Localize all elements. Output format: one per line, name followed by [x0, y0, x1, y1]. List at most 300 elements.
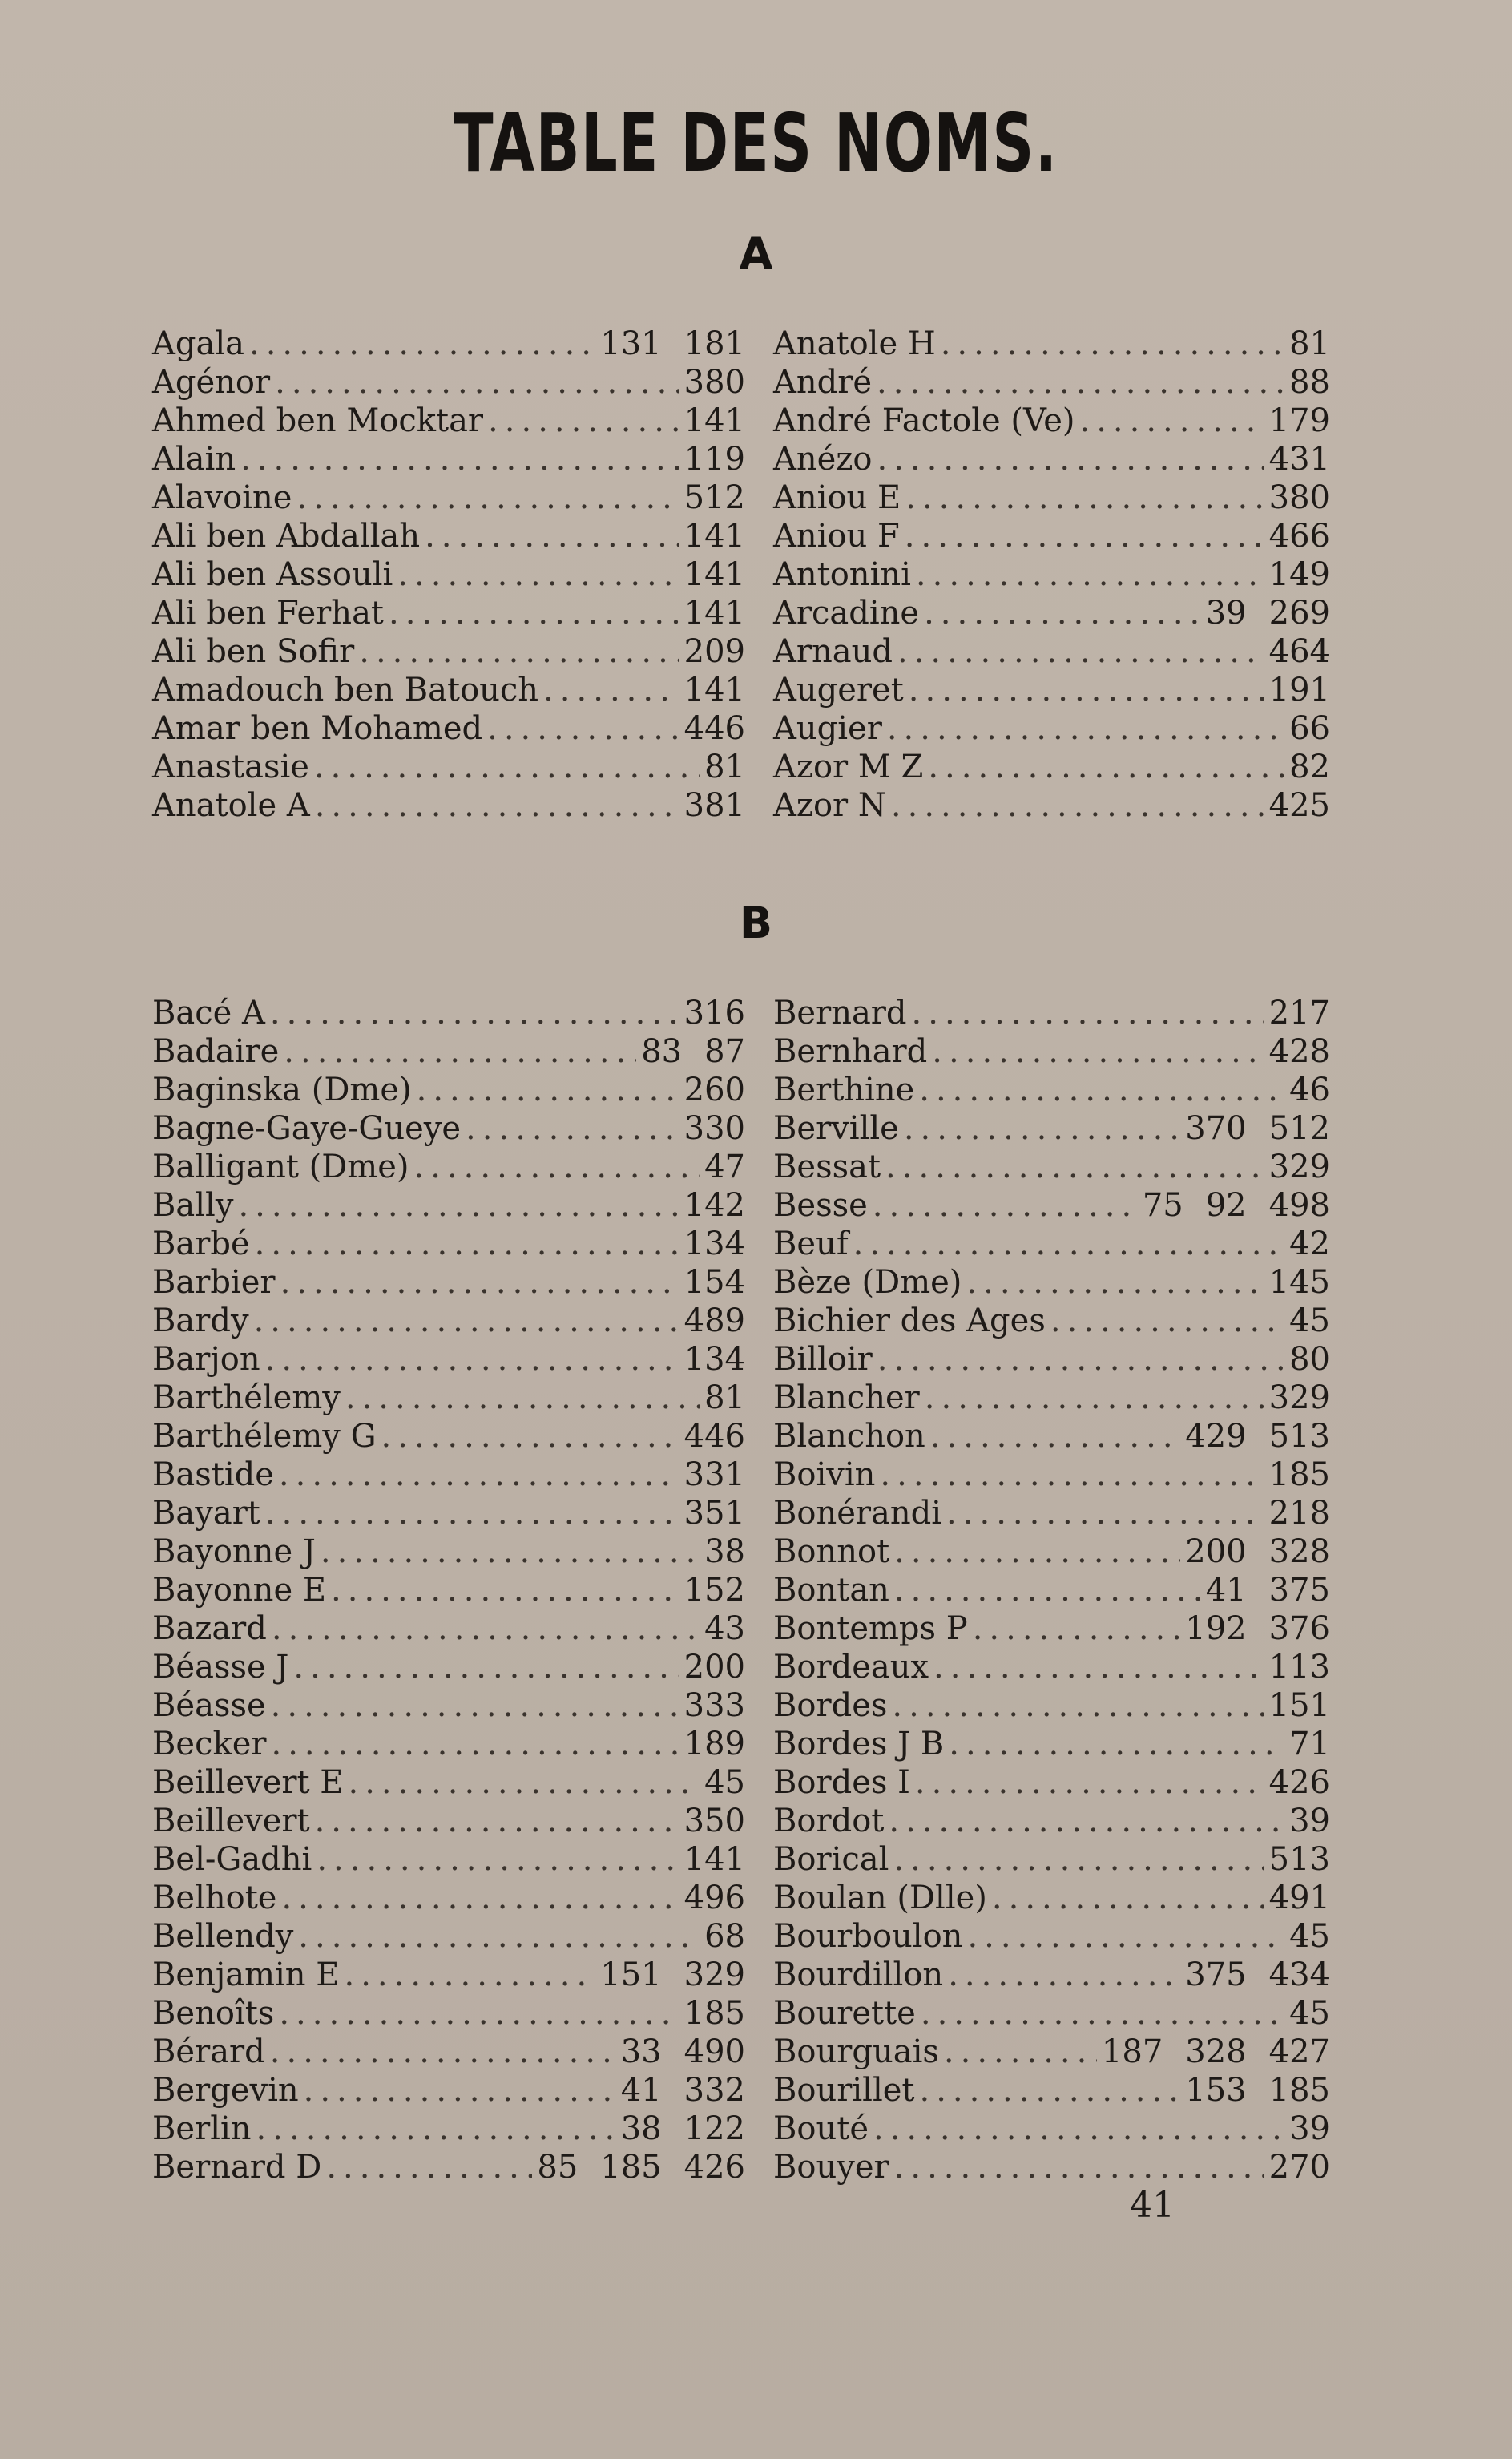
entry-pages — [1289, 1994, 1330, 2033]
page-reference: 200 — [683, 1649, 745, 1686]
dot-leader — [912, 994, 1264, 1032]
dot-leader — [417, 1071, 679, 1109]
dot-leader — [270, 2033, 616, 2071]
index-entry — [152, 1071, 745, 1109]
dot-leader — [272, 1609, 700, 1648]
entry-name: Ahmed ben Mocktar — [152, 402, 484, 439]
dot-leader — [853, 1225, 1284, 1263]
entry-pages — [704, 1609, 745, 1648]
entry-name: Azor M Z — [773, 749, 924, 785]
page-reference: 38 — [620, 2110, 662, 2147]
entry-name: Aniou E — [773, 479, 901, 516]
entry-pages — [684, 1840, 745, 1879]
entry-name: Anatole A — [152, 787, 310, 824]
entry-pages — [1185, 2071, 1330, 2110]
index-entry — [152, 1186, 745, 1225]
page-reference: 491 — [1268, 1880, 1330, 1916]
entry-pages — [684, 1456, 745, 1494]
page-reference: 134 — [683, 1341, 745, 1378]
entry-name: Anézo — [773, 441, 873, 478]
entry-name: Barbier — [152, 1264, 276, 1301]
entry-name: Barthélemy G — [152, 1418, 377, 1455]
entry-pages — [684, 709, 745, 748]
page-reference: 380 — [683, 364, 745, 401]
entry-name: Bouté — [773, 2110, 869, 2147]
entry-pages — [537, 2148, 745, 2186]
page-reference: 370 — [1185, 1110, 1247, 1147]
page-reference: 46 — [1289, 1072, 1330, 1108]
entry-name: Ali ben Assouli — [152, 556, 393, 593]
entry-name: Azor N — [773, 787, 886, 824]
dot-leader — [397, 555, 679, 594]
dot-leader — [893, 1840, 1264, 1879]
index-entry — [152, 325, 745, 363]
dot-leader — [973, 1609, 1181, 1648]
entry-pages — [1206, 594, 1330, 632]
dot-leader — [293, 1648, 679, 1686]
index-entry — [152, 1917, 745, 1956]
index-entry — [773, 1225, 1330, 1263]
index-entry — [152, 440, 745, 478]
entry-name: Benoîts — [152, 1995, 275, 2032]
page-reference: 191 — [1268, 672, 1330, 709]
dot-leader — [894, 1532, 1180, 1571]
entry-pages — [1269, 1686, 1330, 1725]
index-entry — [152, 2148, 745, 2186]
entry-pages — [1185, 1956, 1330, 1994]
entry-pages — [684, 478, 745, 517]
page-reference: 151 — [1268, 1687, 1330, 1724]
dot-leader — [873, 2110, 1284, 2148]
index-column-a-left — [152, 325, 745, 825]
entry-name: Beillevert — [152, 1803, 310, 1839]
entry-name: Bèze (Dme) — [773, 1264, 962, 1301]
index-entry — [773, 363, 1330, 402]
dot-leader — [892, 1686, 1264, 1725]
page-reference: 464 — [1268, 633, 1330, 670]
entry-pages — [684, 1263, 745, 1302]
entry-name: Barbé — [152, 1225, 250, 1262]
index-entry — [152, 1417, 745, 1456]
dot-leader — [1079, 402, 1264, 440]
page-reference: 381 — [683, 787, 745, 824]
entry-name: Bordot — [773, 1803, 885, 1839]
entry-pages — [1269, 440, 1330, 478]
page-reference: 350 — [683, 1803, 745, 1839]
index-entry — [152, 1379, 745, 1417]
section-letter-b: B — [739, 898, 773, 948]
entry-name: Alain — [152, 441, 236, 478]
dot-leader — [275, 363, 679, 402]
index-column-b-right — [773, 994, 1330, 2186]
page-reference: 141 — [683, 402, 745, 439]
index-entry — [152, 1032, 745, 1071]
page-reference: 38 — [704, 1533, 745, 1570]
index-entry — [152, 994, 745, 1032]
entry-pages — [1185, 1609, 1330, 1648]
index-entry — [773, 1532, 1330, 1571]
page-reference: 329 — [1268, 1149, 1330, 1185]
index-entry — [152, 2071, 745, 2110]
page-reference: 179 — [1268, 402, 1330, 439]
entry-pages — [684, 1686, 745, 1725]
entry-pages — [684, 632, 745, 671]
page-reference: 426 — [1268, 1764, 1330, 1801]
dot-leader — [887, 709, 1284, 748]
page-reference: 45 — [1289, 1995, 1330, 2032]
page-reference: 446 — [683, 1418, 745, 1455]
index-entry — [773, 1417, 1330, 1456]
dot-leader — [349, 1763, 700, 1802]
dot-leader — [930, 1417, 1180, 1456]
page-reference: 217 — [1268, 995, 1330, 1032]
entry-pages — [1269, 1763, 1330, 1802]
dot-leader — [298, 1917, 700, 1956]
index-entry — [773, 1994, 1330, 2033]
dot-leader — [249, 325, 595, 363]
index-entry — [773, 1263, 1330, 1302]
entry-name: Ali ben Ferhat — [152, 595, 384, 632]
page-reference: 39 — [1289, 2110, 1330, 2147]
page-reference: 87 — [704, 1033, 745, 1070]
page-reference: 189 — [683, 1726, 745, 1762]
page-reference: 81 — [1289, 325, 1330, 362]
entry-pages — [684, 1302, 745, 1340]
index-entry — [773, 1302, 1330, 1340]
entry-pages — [684, 1494, 745, 1532]
entry-pages — [600, 325, 745, 363]
page-reference: 490 — [683, 2033, 745, 2070]
index-entry — [152, 1109, 745, 1148]
index-column-b-left — [152, 994, 745, 2186]
dot-leader — [466, 1109, 679, 1148]
entry-pages — [684, 1340, 745, 1379]
dot-leader — [992, 1879, 1264, 1917]
dot-leader — [915, 1763, 1264, 1802]
page-reference: 142 — [683, 1187, 745, 1224]
page-reference: 446 — [683, 710, 745, 747]
page-reference: 141 — [683, 595, 745, 632]
entry-name: Bordes — [773, 1687, 888, 1724]
index-entry — [773, 709, 1330, 748]
index-entry — [773, 2071, 1330, 2110]
entry-name: Beillevert E — [152, 1764, 344, 1801]
index-entry — [152, 709, 745, 748]
index-entry — [773, 1879, 1330, 1917]
dot-leader — [280, 1263, 679, 1302]
index-entry — [152, 1609, 745, 1648]
dot-leader — [255, 1225, 679, 1263]
entry-name: Augier — [773, 710, 882, 747]
entry-pages — [684, 1186, 745, 1225]
entry-pages — [1269, 1648, 1330, 1686]
dot-leader — [488, 402, 679, 440]
page-reference: 47 — [704, 1149, 745, 1185]
entry-name: Boulan (Dlle) — [773, 1880, 987, 1916]
index-entry — [773, 325, 1330, 363]
entry-pages — [1269, 1456, 1330, 1494]
entry-pages — [1269, 1148, 1330, 1186]
index-entry — [152, 1571, 745, 1609]
page-reference: 431 — [1268, 441, 1330, 478]
dot-leader — [925, 1379, 1264, 1417]
entry-name: Arnaud — [773, 633, 893, 670]
dot-leader — [948, 1956, 1180, 1994]
page-reference: 41 — [1205, 1572, 1247, 1609]
page-reference: 429 — [1185, 1418, 1247, 1455]
index-entry — [773, 2033, 1330, 2071]
page-reference: 351 — [683, 1495, 745, 1532]
entry-name: Berlin — [152, 2110, 252, 2147]
dot-leader — [924, 594, 1201, 632]
entry-pages — [684, 1994, 745, 2033]
page-reference: 39 — [1205, 595, 1247, 632]
dot-leader — [873, 1186, 1138, 1225]
entry-pages — [1289, 748, 1330, 786]
dot-leader — [919, 1071, 1284, 1109]
dot-leader — [909, 671, 1264, 709]
index-entry — [152, 555, 745, 594]
entry-pages — [684, 1225, 745, 1263]
index-entry — [152, 1763, 745, 1802]
page-reference: 192 — [1185, 1610, 1247, 1647]
page-reference: 328 — [1185, 2033, 1247, 2070]
entry-pages — [1289, 363, 1330, 402]
dot-leader — [331, 1571, 679, 1609]
entry-pages — [1289, 1225, 1330, 1263]
entry-name: Bernhard — [773, 1033, 928, 1070]
index-entry — [152, 1686, 745, 1725]
entry-pages — [684, 363, 745, 402]
index-entry — [152, 786, 745, 825]
entry-name: Bagne-Gaye-Gueye — [152, 1110, 462, 1147]
dot-leader — [905, 517, 1264, 555]
entry-pages — [684, 1109, 745, 1148]
page-reference: 85 — [537, 2149, 579, 2186]
dot-leader — [389, 594, 679, 632]
page-reference: 92 — [1205, 1187, 1247, 1224]
page-reference: 329 — [683, 1956, 745, 1993]
dot-leader — [928, 748, 1284, 786]
page-reference: 512 — [683, 479, 745, 516]
index-entry — [152, 1456, 745, 1494]
dot-leader — [270, 994, 679, 1032]
entry-pages — [1269, 555, 1330, 594]
dot-leader — [877, 440, 1264, 478]
index-entry — [152, 1494, 745, 1532]
dot-leader — [885, 1148, 1264, 1186]
page-reference: 66 — [1289, 710, 1330, 747]
entry-pages — [1289, 2110, 1330, 2148]
entry-pages — [1289, 325, 1330, 363]
entry-name: Amar ben Mohamed — [152, 710, 483, 747]
index-entry — [152, 1263, 745, 1302]
entry-name: Agala — [152, 325, 244, 362]
dot-leader — [315, 786, 679, 825]
entry-pages — [684, 440, 745, 478]
index-entry — [773, 1648, 1330, 1686]
dot-leader — [279, 1456, 679, 1494]
index-entry — [152, 1648, 745, 1686]
entry-name: Ali ben Abdallah — [152, 518, 421, 555]
index-column-a-right — [773, 325, 1330, 825]
dot-leader — [314, 748, 700, 786]
entry-pages — [684, 402, 745, 440]
page-reference: 434 — [1268, 1956, 1330, 1993]
index-entry — [152, 1725, 745, 1763]
dot-leader — [256, 2110, 616, 2148]
dot-leader — [359, 632, 679, 671]
page-reference: 42 — [1289, 1225, 1330, 1262]
entry-name: Alavoine — [152, 479, 292, 516]
entry-name: Besse — [773, 1187, 868, 1224]
entry-pages — [684, 1071, 745, 1109]
entry-name: Bessat — [773, 1149, 881, 1185]
index-entry — [152, 1840, 745, 1879]
index-entry — [152, 1148, 745, 1186]
entry-name: Becker — [152, 1726, 267, 1762]
entry-name: Bonnot — [773, 1533, 890, 1570]
index-entry — [773, 440, 1330, 478]
index-entry — [152, 594, 745, 632]
dot-leader — [265, 1340, 679, 1379]
entry-pages — [684, 517, 745, 555]
index-entry — [773, 1571, 1330, 1609]
dot-leader — [272, 1725, 679, 1763]
entry-pages — [684, 1417, 745, 1456]
page-reference: 428 — [1268, 1033, 1330, 1070]
page-reference: 185 — [600, 2149, 662, 2186]
index-entry — [773, 1494, 1330, 1532]
entry-pages — [1289, 1340, 1330, 1379]
dot-leader — [921, 1994, 1284, 2033]
index-entry — [773, 1609, 1330, 1648]
entry-pages — [1269, 1379, 1330, 1417]
page-reference: 260 — [683, 1072, 745, 1108]
dot-leader — [919, 2071, 1180, 2110]
entry-name: Boivin — [773, 1456, 876, 1493]
index-entry — [773, 632, 1330, 671]
index-entry — [152, 2110, 745, 2148]
page-reference: 145 — [1268, 1264, 1330, 1301]
page-reference: 269 — [1268, 595, 1330, 632]
index-entry — [152, 632, 745, 671]
index-entry — [152, 2033, 745, 2071]
index-entry — [152, 517, 745, 555]
dot-leader — [949, 1725, 1284, 1763]
entry-pages — [641, 1032, 745, 1071]
index-entry — [152, 1956, 745, 1994]
entry-name: Badaire — [152, 1033, 280, 1070]
index-entry — [773, 748, 1330, 786]
entry-name: André — [773, 364, 873, 401]
entry-pages — [684, 1648, 745, 1686]
index-entry — [773, 671, 1330, 709]
dot-leader — [891, 786, 1264, 825]
page-reference: 153 — [1185, 2072, 1247, 2109]
index-entry — [773, 2148, 1330, 2186]
page-reference: 80 — [1289, 1341, 1330, 1378]
dot-leader — [254, 1302, 679, 1340]
index-entry — [152, 363, 745, 402]
index-entry — [773, 786, 1330, 825]
entry-pages — [704, 748, 745, 786]
entry-name: Bouyer — [773, 2149, 889, 2186]
page-reference: 331 — [683, 1456, 745, 1493]
dot-leader — [904, 1109, 1180, 1148]
page-reference: 185 — [1268, 1456, 1330, 1493]
entry-name: Bacé A — [152, 995, 265, 1032]
index-entry — [773, 1917, 1330, 1956]
dot-leader — [894, 1571, 1201, 1609]
entry-name: Anastasie — [152, 749, 309, 785]
page-reference: 380 — [1268, 479, 1330, 516]
page-reference: 375 — [1268, 1572, 1330, 1609]
page-reference: 329 — [1268, 1379, 1330, 1416]
entry-pages — [1269, 2148, 1330, 2186]
entry-pages — [621, 2033, 745, 2071]
page-reference: 513 — [1268, 1841, 1330, 1878]
index-entry — [773, 1148, 1330, 1186]
dot-leader — [543, 671, 679, 709]
page-reference: 187 — [1101, 2033, 1163, 2070]
dot-leader — [296, 478, 679, 517]
page-reference: 131 — [600, 325, 662, 362]
index-entry — [773, 1456, 1330, 1494]
entry-name: Billoir — [773, 1341, 873, 1378]
entry-pages — [1289, 709, 1330, 748]
entry-name: Blanchon — [773, 1418, 925, 1455]
entry-pages — [704, 1532, 745, 1571]
entry-name: Bérard — [152, 2033, 265, 2070]
page-reference: 185 — [683, 1995, 745, 2032]
index-entry — [773, 517, 1330, 555]
entry-pages — [1269, 1494, 1330, 1532]
entry-pages — [1185, 1109, 1330, 1148]
entry-pages — [684, 1879, 745, 1917]
page-reference: 83 — [641, 1033, 683, 1070]
index-entry — [773, 1840, 1330, 1879]
page-reference: 427 — [1268, 2033, 1330, 2070]
index-entry — [773, 1686, 1330, 1725]
entry-name: Bordeaux — [773, 1649, 929, 1686]
entry-pages — [1269, 517, 1330, 555]
entry-pages — [684, 671, 745, 709]
index-entry — [773, 1071, 1330, 1109]
page-reference: 426 — [683, 2149, 745, 2186]
dot-leader — [1050, 1302, 1284, 1340]
entry-pages — [684, 555, 745, 594]
entry-name: Bordes I — [773, 1764, 910, 1801]
page-reference: 81 — [704, 1379, 745, 1416]
page-reference: 209 — [683, 633, 745, 670]
entry-pages — [1289, 1725, 1330, 1763]
dot-leader — [916, 555, 1264, 594]
entry-pages — [621, 2110, 745, 2148]
entry-name: Bazard — [152, 1610, 267, 1647]
entry-pages — [704, 1148, 745, 1186]
entry-name: Bayonne E — [152, 1572, 327, 1609]
index-entry — [773, 1186, 1330, 1225]
entry-pages — [684, 1571, 745, 1609]
index-entry — [773, 555, 1330, 594]
page-reference: 88 — [1289, 364, 1330, 401]
page-number: 41 — [1130, 2185, 1175, 2226]
entry-name: Bourdillon — [773, 1956, 944, 1993]
dot-leader — [321, 1532, 700, 1571]
index-entry — [152, 1802, 745, 1840]
index-entry — [773, 2110, 1330, 2148]
